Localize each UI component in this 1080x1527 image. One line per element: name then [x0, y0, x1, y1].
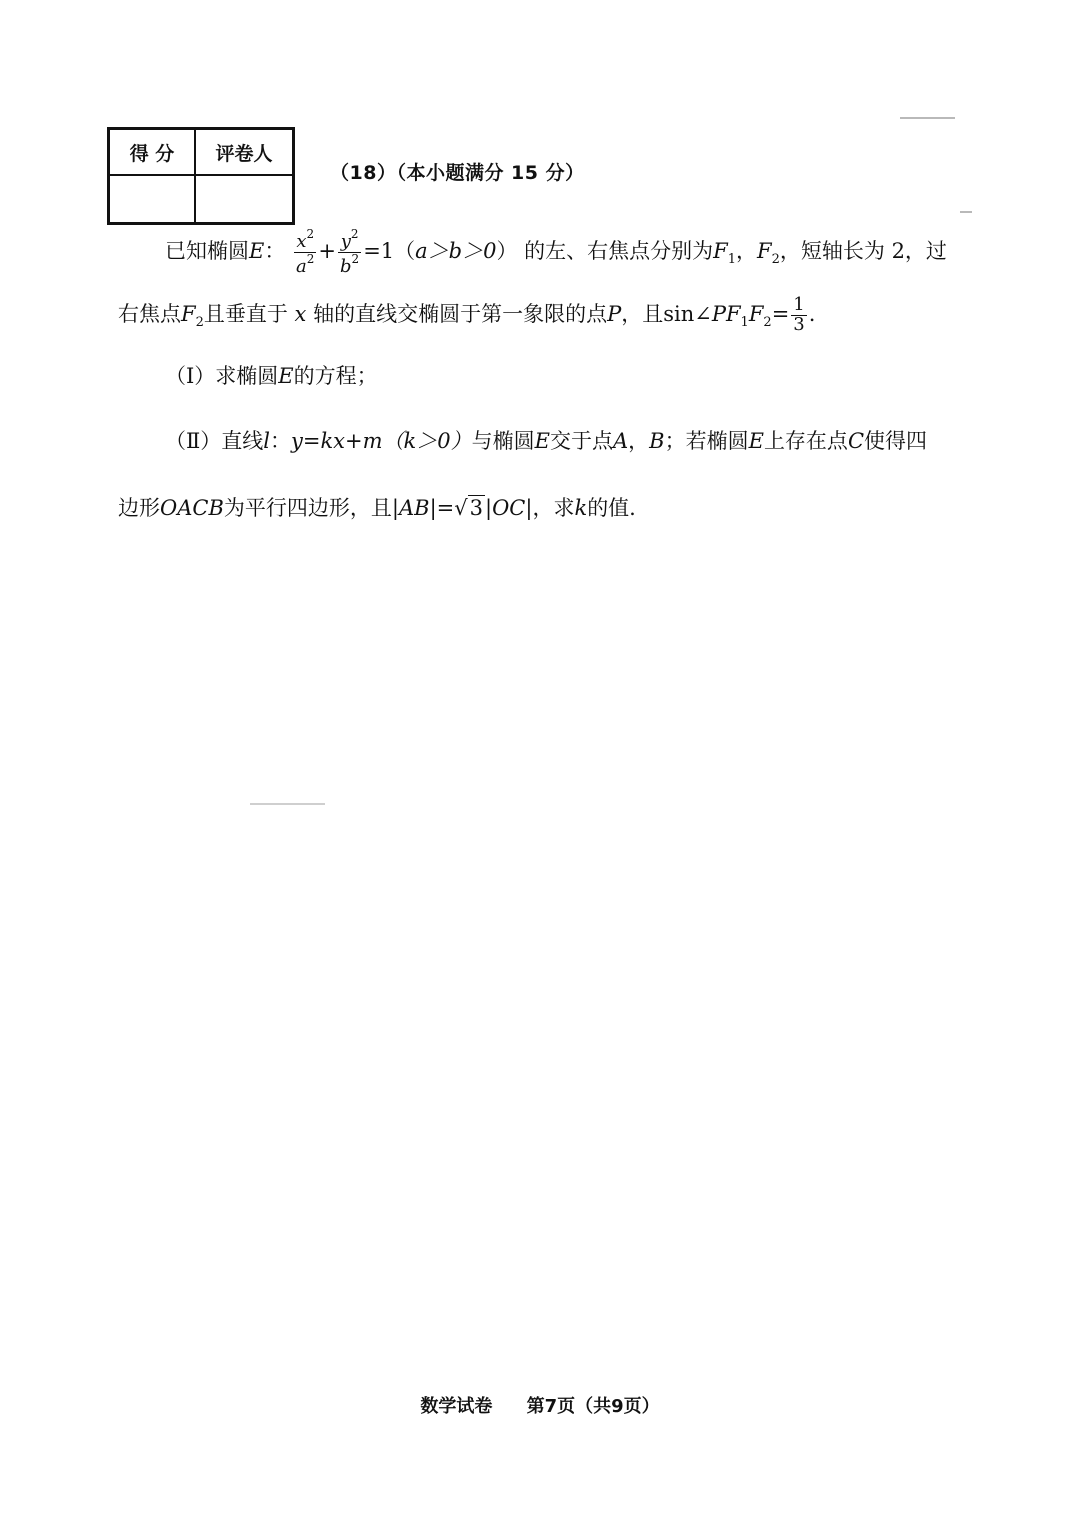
grader-cell[interactable]	[195, 175, 294, 224]
frac-num: 1	[793, 294, 805, 315]
x-over-a-fraction: $\frac{x^2}{a^2}$	[296, 227, 315, 277]
score-cell[interactable]	[109, 175, 196, 224]
score-table	[107, 127, 295, 225]
focus-f1: F	[713, 238, 728, 263]
part-two-label: （Ⅱ）	[165, 429, 222, 453]
k-condition: （k＞0）	[382, 429, 472, 453]
part-two-comma: ，	[628, 429, 650, 453]
intro-text1: 的左、右焦点分别为	[524, 238, 714, 263]
point-c: C	[847, 429, 865, 453]
eq-a: a	[296, 255, 307, 277]
line-l: l	[263, 429, 270, 453]
line2-pf-sub: 1	[740, 314, 749, 330]
sqrt-three: √3	[454, 496, 484, 520]
k-variable: k	[574, 496, 588, 520]
grader-label: 评卷人	[195, 129, 294, 176]
line2-pf: PF	[711, 301, 741, 326]
focus-f2-sub: 2	[771, 251, 780, 267]
ellipse-condition: a＞b＞0	[415, 238, 497, 263]
p2l2-text1: 边形	[118, 496, 160, 520]
intro-prefix: 已知椭圆	[165, 238, 249, 263]
y-over-b-fraction: $\frac{y^2}{b^2}$	[340, 227, 360, 277]
line-equation: y=kx+m	[291, 429, 383, 453]
problem-intro: 已知椭圆E： $\frac{x^2}{a^2}$ + $\frac{y^2}{b^2}$ =1（a＞b＞0） 的左、右焦点分别为$F_1$，$F_2$，短轴长为 2，过	[165, 227, 947, 277]
footer-page-number: 第7页（共9页）	[526, 1396, 660, 1417]
part-two-text5: 上存在点	[763, 429, 848, 453]
question-header: （18）（本小题满分 15 分）	[330, 162, 585, 184]
part-two-text1: 直线	[221, 429, 264, 453]
line2-eq: =	[771, 301, 790, 326]
part-one	[165, 366, 1025, 387]
line2-x: x	[294, 301, 307, 326]
line2-text3: 轴的直线交椭圆于第一象限的点	[313, 301, 608, 326]
line2-f: F	[748, 301, 764, 326]
line2-text1: 右焦点	[118, 301, 181, 326]
footer-subject: 数学试卷	[420, 1396, 493, 1417]
scan-mark	[900, 117, 955, 119]
part-two-colon: ：	[270, 429, 291, 453]
eq-rest: =1	[363, 238, 395, 263]
ab-length: |AB|	[391, 496, 437, 520]
score-label: 得 分	[109, 129, 196, 176]
part-two-text2: 与椭圆	[471, 429, 535, 453]
part-one-label: （Ⅰ）	[165, 364, 216, 388]
focus-f1-sub: 1	[727, 251, 737, 267]
part-one-text1: 求椭圆	[215, 364, 279, 388]
line2-f-sub: 2	[763, 314, 772, 330]
ellipse-name: E	[249, 238, 265, 263]
p2l2-eq: =	[436, 496, 455, 520]
p2l2-text2: 为平行四边形，且	[223, 496, 392, 520]
scan-mark	[250, 803, 325, 805]
p2l2-text4: 的值.	[587, 496, 636, 520]
point-a: A	[612, 429, 629, 453]
part-one-text2: 的方程；	[293, 364, 378, 388]
line2-sin: sin∠	[663, 301, 712, 326]
eq-y: y	[340, 231, 351, 252]
line2-p: P	[607, 301, 622, 326]
intro-colon: ：	[264, 238, 286, 263]
cond-open: （	[394, 238, 416, 263]
problem-line2	[118, 296, 978, 335]
line2-text4: ，且	[621, 301, 664, 326]
page-footer	[0, 1392, 1080, 1418]
line2-text2: 且垂直于	[203, 301, 288, 326]
sqrt-radicand: 3	[469, 496, 484, 520]
one-third-fraction	[791, 296, 806, 335]
quadrilateral-name: OACB	[160, 496, 224, 520]
scan-mark	[960, 211, 972, 213]
focus-f2: F	[757, 238, 772, 263]
oc-length: |OC|	[485, 496, 533, 520]
line2-end: .	[808, 301, 816, 326]
part-two-text6: 使得四	[864, 429, 928, 453]
eq-x: x	[296, 231, 307, 252]
part-two-text4: ；若椭圆	[664, 429, 749, 453]
line2-f2: F	[181, 301, 196, 326]
part-one-e: E	[278, 364, 294, 388]
cond-close: ）	[496, 238, 518, 263]
intro-text2: ，短轴长为 2，过	[779, 238, 947, 263]
eq-b: b	[340, 255, 352, 277]
intro-sep: ，	[736, 238, 758, 263]
part-two-line2	[118, 498, 978, 519]
part-two-e: E	[534, 429, 550, 453]
frac-den: 3	[793, 313, 805, 335]
part-two-e2: E	[748, 429, 764, 453]
part-two-text3: 交于点	[549, 429, 613, 453]
point-b: B	[649, 429, 665, 453]
p2l2-text3: ，求	[532, 496, 575, 520]
part-two	[165, 431, 980, 452]
line2-f2-sub: 2	[195, 314, 204, 330]
